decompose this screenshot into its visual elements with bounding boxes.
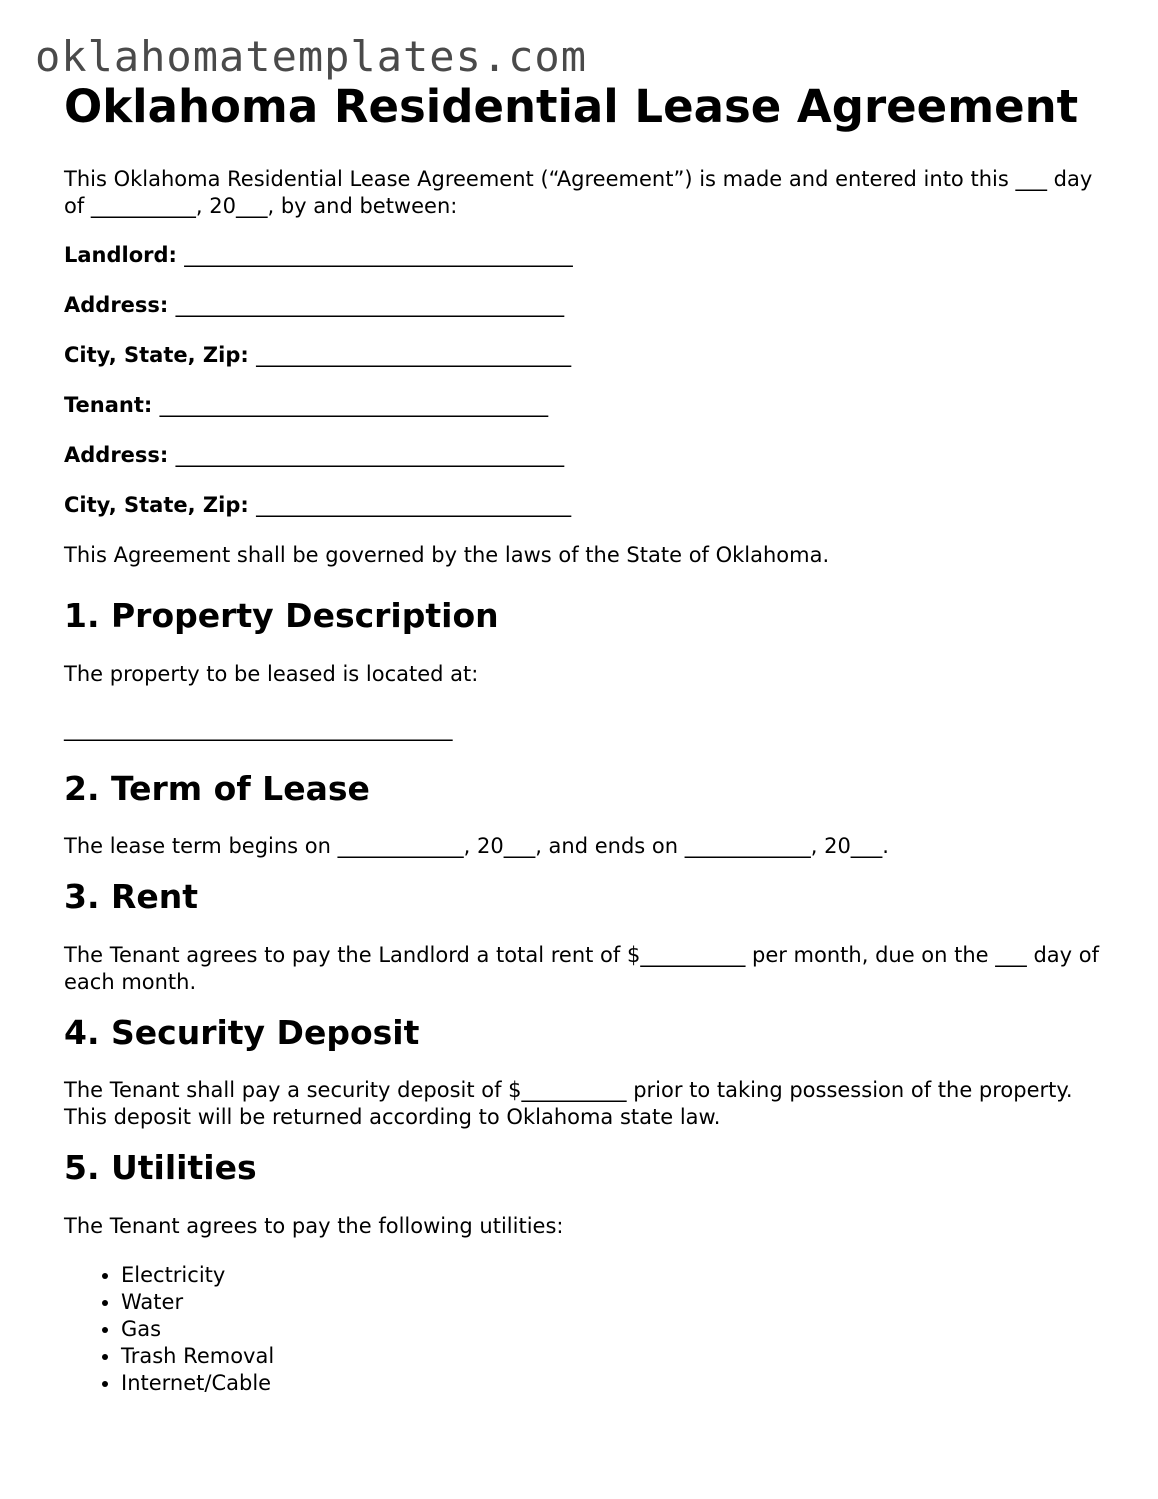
document-title: Oklahoma Residential Lease Agreement xyxy=(64,80,1079,133)
field-label: Address: xyxy=(64,443,169,467)
section-heading-rent: 3. Rent xyxy=(64,877,199,917)
term-paragraph: The lease term begins on ____________, 20___, and ends on ____________, 20___. xyxy=(64,834,889,859)
landlord-city-state-zip-field xyxy=(64,342,1104,369)
tenant-address-field xyxy=(64,442,1104,469)
fill-in-line: _____________________________________ xyxy=(175,293,565,317)
field-label: Landlord: xyxy=(64,243,177,267)
fill-in-line: _____________________________________ xyxy=(175,443,565,467)
fill-in-line: ______________________________ xyxy=(256,493,572,517)
section-heading-property: 1. Property Description xyxy=(64,596,499,635)
list-item: • Water xyxy=(121,1289,1104,1316)
section-heading-term: 2. Term of Lease xyxy=(64,768,370,808)
intro-paragraph: This Oklahoma Residential Lease Agreement (“Agreement”) is made and entered into this ___ day of __________, 20___, by and between: xyxy=(64,167,1093,218)
document-body xyxy=(64,166,1104,1397)
list-item: • Electricity xyxy=(121,1262,1104,1289)
tenant-city-state-zip-field xyxy=(64,492,1104,519)
field-label: Address: xyxy=(64,293,169,317)
landlord-field xyxy=(64,242,1104,269)
field-label: City, State, Zip: xyxy=(64,343,249,367)
fill-in-line: _____________________________________ xyxy=(159,393,549,417)
deposit-paragraph: The Tenant shall pay a security deposit of $__________ prior to taking possession of the property. This deposit will be returned according to Oklahoma state law. xyxy=(64,1078,1073,1130)
governing-law-paragraph: This Agreement shall be governed by the laws of the State of Oklahoma. xyxy=(64,543,830,567)
landlord-address-field xyxy=(64,292,1104,319)
utilities-list xyxy=(64,1262,1104,1397)
section-heading-utilities: 5. Utilities xyxy=(64,1148,257,1188)
tenant-field xyxy=(64,392,1104,419)
property-address-line: _____________________________________ xyxy=(64,716,453,741)
property-paragraph: The property to be leased is located at: xyxy=(64,661,479,686)
field-label: Tenant: xyxy=(64,393,153,417)
section-heading-security-deposit: 4. Security Deposit xyxy=(64,1012,420,1052)
fill-in-line: _____________________________________ xyxy=(184,243,573,267)
list-item: • Trash Removal xyxy=(121,1343,1104,1370)
list-item: • Gas xyxy=(121,1316,1104,1343)
utilities-paragraph: The Tenant agrees to pay the following utilities: xyxy=(64,1213,564,1238)
list-item: • Internet/Cable xyxy=(121,1370,1104,1397)
site-watermark: oklahomatemplates.com xyxy=(35,32,588,81)
fill-in-line: ______________________________ xyxy=(256,343,572,367)
field-label: City, State, Zip: xyxy=(64,493,249,517)
rent-paragraph: The Tenant agrees to pay the Landlord a total rent of $__________ per month, due on the ___ day of each month. xyxy=(64,942,1099,994)
